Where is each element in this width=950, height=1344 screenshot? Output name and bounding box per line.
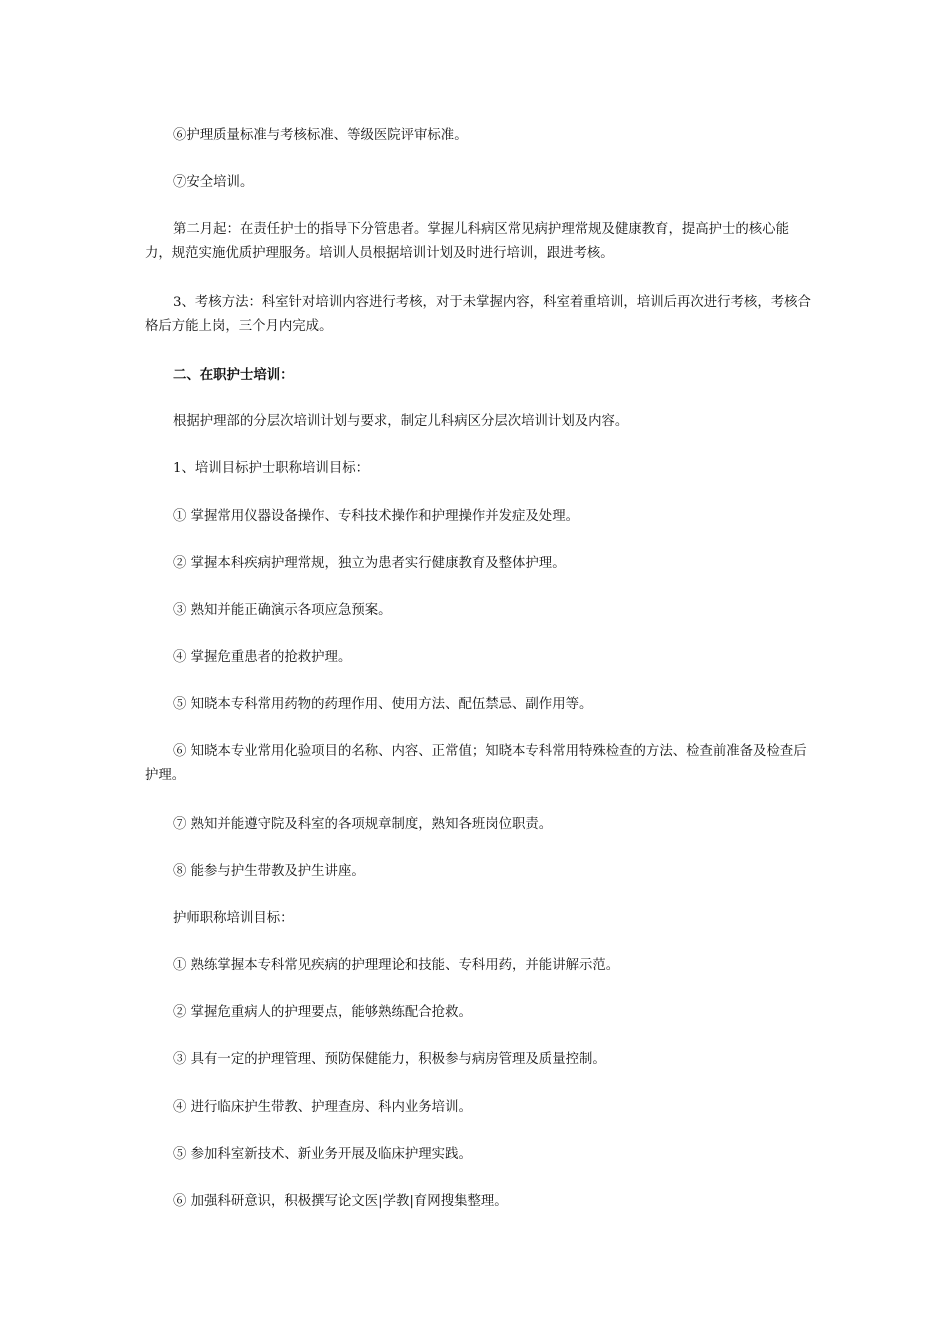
paragraph-safety-training: ⑦安全培训。 [173, 175, 254, 190]
paragraph-quality-standards: ⑥护理质量标准与考核标准、等级医院评审标准。 [173, 128, 468, 143]
list-item-senior-2: ② 掌握危重病人的护理要点，能够熟练配合抢救。 [173, 1005, 472, 1020]
list-item-senior-3: ③ 具有一定的护理管理、预防保健能力，积极参与病房管理及质量控制。 [173, 1052, 606, 1067]
list-item-nurse-7: ⑦ 熟知并能遵守院及科室的各项规章制度，熟知各班岗位职责。 [173, 817, 553, 832]
list-item-nurse-4: ④ 掌握危重患者的抢救护理。 [173, 650, 352, 665]
list-item-nurse-5: ⑤ 知晓本专科常用药物的药理作用、使用方法、配伍禁忌、副作用等。 [173, 697, 593, 712]
section-heading-inservice: 二、在职护士培训： [173, 368, 294, 383]
list-item-senior-1: ① 熟练掌握本专科常见疾病的护理理论和技能、专科用药，并能讲解示范。 [173, 958, 620, 973]
paragraph-second-month: 第二月起：在责任护士的指导下分管患者。掌握儿科病区常见病护理常规及健康教育，提高护士的核心能力，规范实施优质护理服务。培训人员根据培训计划及时进行培训，跟进考核。 [145, 222, 789, 261]
list-item-senior-6: ⑥ 加强科研意识，积极撰写论文医|学教|育网搜集整理。 [173, 1194, 508, 1209]
list-item-nurse-6: ⑥ 知晓本专业常用化验项目的名称、内容、正常值；知晓本专科常用特殊检查的方法、检查前准备及检查后护理。 [145, 744, 807, 783]
list-item-nurse-1: ① 掌握常用仪器设备操作、专科技术操作和护理操作并发症及处理。 [173, 509, 579, 524]
list-item-nurse-2: ② 掌握本科疾病护理常规，独立为患者实行健康教育及整体护理。 [173, 556, 566, 571]
list-item-nurse-8: ⑧ 能参与护生带教及护生讲座。 [173, 864, 365, 879]
paragraph-nurse-goals-title: 1、培训目标护士职称培训目标： [173, 461, 369, 476]
list-item-nurse-3: ③ 熟知并能正确演示各项应急预案。 [173, 603, 392, 618]
list-item-senior-4: ④ 进行临床护生带教、护理查房、科内业务培训。 [173, 1100, 472, 1115]
paragraph-layered-plan: 根据护理部的分层次培训计划与要求，制定儿科病区分层次培训计划及内容。 [173, 414, 629, 429]
paragraph-senior-nurse-goals-title: 护师职称培训目标： [173, 911, 294, 926]
list-item-senior-5: ⑤ 参加科室新技术、新业务开展及临床护理实践。 [173, 1147, 472, 1162]
paragraph-assessment-method: 3、考核方法：科室针对培训内容进行考核，对于未掌握内容，科室着重培训，培训后再次进行考核，考核合格后方能上岗，三个月内完成。 [145, 295, 811, 334]
